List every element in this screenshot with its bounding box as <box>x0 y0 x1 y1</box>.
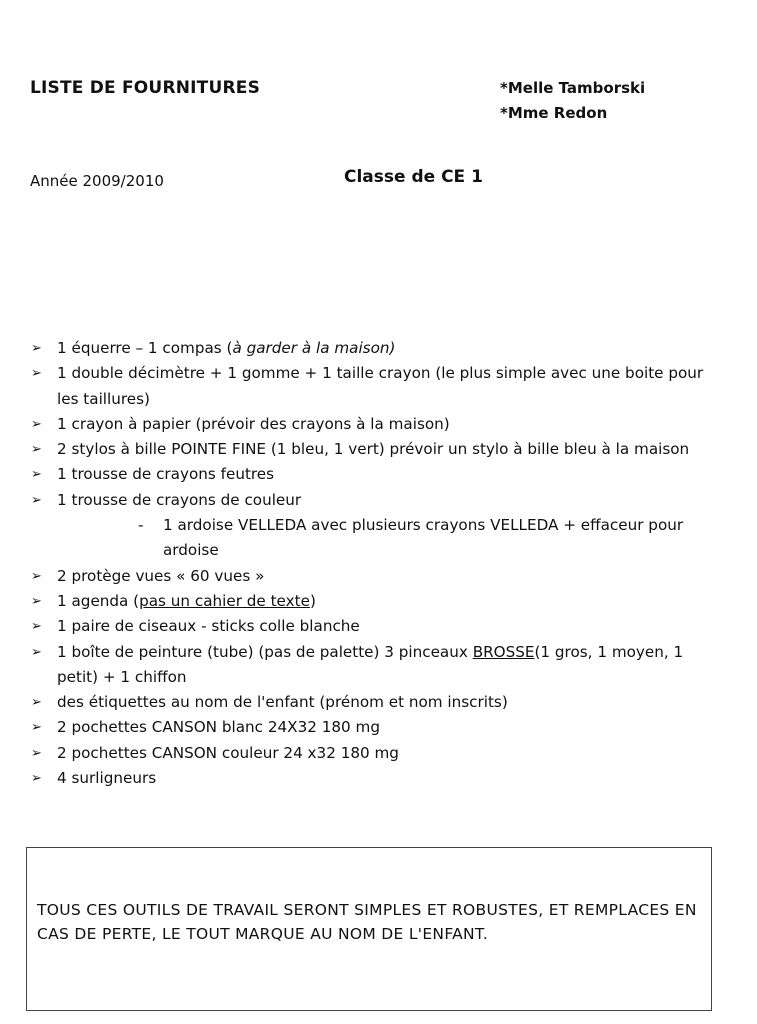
list-item-text: 1 trousse de crayons feutres <box>57 465 275 484</box>
list-item <box>30 564 710 589</box>
list-item-text: 1 double décimètre + 1 gomme + 1 taille crayon (le plus simple avec une boite pour les taillures) <box>57 364 704 408</box>
supply-list <box>30 336 710 791</box>
list-item-text: 4 surligneurs <box>57 769 157 788</box>
arrowhead-bullet-icon: ➢ <box>31 568 42 584</box>
list-item <box>30 462 710 487</box>
arrowhead-bullet-icon: ➢ <box>31 341 42 356</box>
arrowhead-bullet-icon: ➢ <box>31 492 42 508</box>
document-title: LISTE DE FOURNITURES <box>30 78 261 98</box>
list-item-text: 2 stylos à bille POINTE FINE (1 bleu, 1 vert) prévoir un stylo à bille bleu à la maison <box>57 440 690 459</box>
list-item <box>30 589 710 614</box>
list-item-text: 1 agenda ( <box>57 591 140 610</box>
list-item <box>30 437 710 462</box>
list-item-text: (1 gros, 1 moyen, 1 petit) + 1 chiffon <box>57 642 684 686</box>
notice-box <box>26 847 712 1011</box>
teacher-name-1: *Melle Tamborski <box>500 79 646 97</box>
sub-list-item <box>30 513 710 564</box>
arrowhead-bullet-icon: ➢ <box>31 366 42 382</box>
list-item-text: 1 crayon à papier (prévoir des crayons à la maison) <box>57 414 450 433</box>
dash-bullet-icon: - <box>138 516 144 535</box>
list-item <box>30 715 710 740</box>
list-item <box>30 690 710 715</box>
list-item <box>30 741 710 766</box>
list-item-text: des étiquettes au nom de l'enfant (prénom et nom inscrits) <box>57 693 508 712</box>
list-item <box>30 361 710 412</box>
teacher-name-2: *Mme Redon <box>500 104 608 122</box>
class-name: Classe de CE 1 <box>344 167 483 187</box>
list-item-text: 2 protège vues « 60 vues » <box>57 566 265 585</box>
arrowhead-bullet-icon: ➢ <box>31 745 42 761</box>
list-item-text: 1 paire de ciseaux - sticks colle blanche <box>57 617 360 636</box>
arrowhead-bullet-icon: ➢ <box>31 467 42 483</box>
list-item <box>30 614 710 639</box>
list-item-text: pas un cahier de texte <box>139 591 310 610</box>
arrowhead-bullet-icon: ➢ <box>31 593 42 609</box>
arrowhead-bullet-icon: ➢ <box>31 619 42 635</box>
list-item <box>30 412 710 437</box>
list-item <box>30 336 710 361</box>
list-item-text: BROSSE <box>472 642 535 661</box>
list-item-text: à garder à la maison) <box>232 339 396 357</box>
arrowhead-bullet-icon: ➢ <box>31 644 42 660</box>
list-item-text: ) <box>309 591 316 610</box>
arrowhead-bullet-icon: ➢ <box>31 771 42 787</box>
arrowhead-bullet-icon: ➢ <box>31 416 42 432</box>
arrowhead-bullet-icon: ➢ <box>31 720 42 736</box>
list-item <box>30 766 710 791</box>
list-item-text: 1 boîte de peinture (tube) (pas de palette) 3 pinceaux <box>57 642 473 661</box>
list-item-text: 2 pochettes CANSON couleur 24 x32 180 mg <box>57 743 399 762</box>
arrowhead-bullet-icon: ➢ <box>31 442 42 458</box>
arrowhead-bullet-icon: ➢ <box>31 695 42 711</box>
notice-text: TOUS CES OUTILS DE TRAVAIL SERONT SIMPLES ET ROBUSTES, ET REMPLACES EN CAS DE PERTE, LE TOUT MARQUE AU NOM DE L'ENFANT. <box>37 901 697 943</box>
list-item <box>30 488 710 513</box>
school-year: Année 2009/2010 <box>30 172 164 190</box>
list-item-text: 1 trousse de crayons de couleur <box>57 490 302 509</box>
list-item <box>30 640 710 691</box>
list-item-text: 1 ardoise VELLEDA avec plusieurs crayons VELLEDA + effaceur pour ardoise <box>163 516 684 560</box>
list-item-text: 1 équerre – 1 compas ( <box>57 339 233 357</box>
list-item-text: 2 pochettes CANSON blanc 24X32 180 mg <box>57 718 380 737</box>
